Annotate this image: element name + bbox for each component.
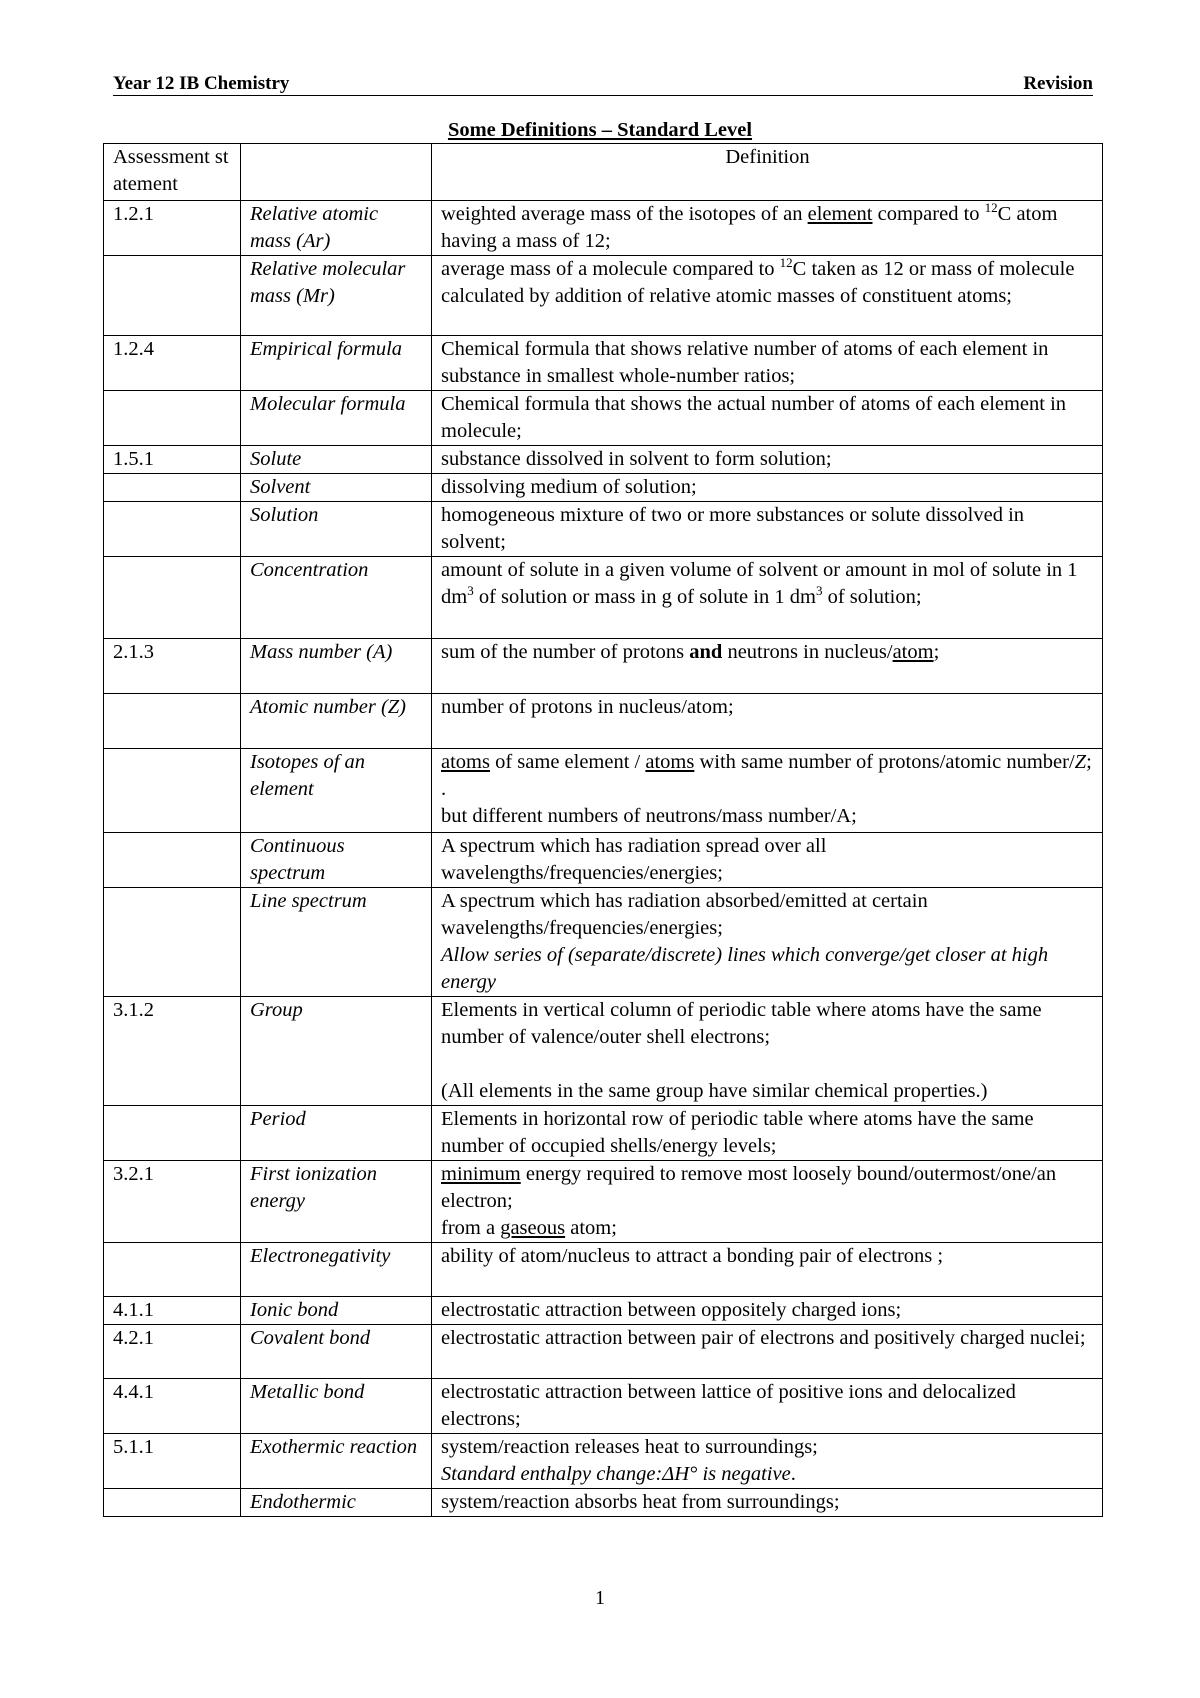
row-term: Ionic bond xyxy=(241,1297,432,1325)
table-row xyxy=(104,1243,1103,1297)
row-statement xyxy=(104,749,241,833)
row-term: Metallic bond xyxy=(241,1379,432,1434)
row-statement xyxy=(104,502,241,557)
row-definition: Elements in horizontal row of periodic table where atoms have the same number of occupied shells/energy levels; xyxy=(432,1106,1103,1161)
row-definition: minimum energy required to remove most loosely bound/outermost/one/an electron; from a gaseous atom; xyxy=(432,1161,1103,1243)
row-definition: homogeneous mixture of two or more substances or solute dissolved in solvent; xyxy=(432,502,1103,557)
row-term: Mass number (A) xyxy=(241,639,432,694)
row-term: Concentration xyxy=(241,557,432,639)
row-statement: 4.4.1 xyxy=(104,1379,241,1434)
row-definition: electrostatic attraction between pair of electrons and positively charged nuclei; xyxy=(432,1325,1103,1379)
row-term: Covalent bond xyxy=(241,1325,432,1379)
page-title: Some Definitions – Standard Level xyxy=(447,119,753,141)
row-definition: electrostatic attraction between lattice of positive ions and delocalized electrons; xyxy=(432,1379,1103,1434)
row-definition: A spectrum which has radiation spread over all wavelengths/frequencies/energies; xyxy=(432,833,1103,888)
row-statement: 2.1.3 xyxy=(104,639,241,694)
row-definition: average mass of a molecule compared to $^{12}$C taken as 12 or mass of molecule calculated by addition of relative atomic masses of constituent atoms; xyxy=(432,256,1103,336)
header-course: Year 12 IB Chemistry xyxy=(113,73,290,94)
table-row xyxy=(104,1161,1103,1243)
row-statement: 5.1.1 xyxy=(104,1434,241,1489)
row-definition: amount of solute in a given volume of solvent or amount in mol of solute in 1 $dm^3$ of solution or mass in g of solute in 1 $dm^3$ of solution; xyxy=(432,557,1103,639)
row-statement: 1.2.4 xyxy=(104,336,241,391)
row-term: Group xyxy=(241,997,432,1106)
table-header-row xyxy=(104,144,1103,201)
table-row xyxy=(104,256,1103,336)
page-header xyxy=(113,73,1093,96)
row-term: Isotopes of an element xyxy=(241,749,432,833)
row-definition: A spectrum which has radiation absorbed/emitted at certain wavelengths/frequencies/energies; Allow series of (separate/discrete) lines which converge/get closer at high energy xyxy=(432,888,1103,997)
row-statement: 1.5.1 xyxy=(104,446,241,474)
table-row xyxy=(104,201,1103,256)
row-term: Solution xyxy=(241,502,432,557)
row-definition: number of protons in nucleus/atom; xyxy=(432,694,1103,749)
table-row xyxy=(104,997,1103,1106)
row-statement: 3.2.1 xyxy=(104,1161,241,1243)
table-row xyxy=(104,1489,1103,1517)
header-term xyxy=(241,144,432,201)
row-definition: electrostatic attraction between oppositely charged ions; xyxy=(432,1297,1103,1325)
page-number: 1 xyxy=(595,1587,605,1609)
table-row xyxy=(104,557,1103,639)
row-term: Relative atomic mass (Ar) xyxy=(241,201,432,256)
definitions-table xyxy=(103,143,1103,1517)
row-definition: Elements in vertical column of periodic table where atoms have the same number of valence/outer shell electrons; (All elements in the same group have similar chemical properties.) xyxy=(432,997,1103,1106)
row-term: Line spectrum xyxy=(241,888,432,997)
row-statement: 4.1.1 xyxy=(104,1297,241,1325)
row-definition: substance dissolved in solvent to form solution; xyxy=(432,446,1103,474)
row-definition: weighted average mass of the isotopes of an element compared to $^{12}$C atom having a mass of 12; xyxy=(432,201,1103,256)
table-row xyxy=(104,1379,1103,1434)
row-definition: system/reaction releases heat to surroundings; Standard enthalpy change:ΔH° is negative. xyxy=(432,1434,1103,1489)
row-term: Solvent xyxy=(241,474,432,502)
row-term: Electronegativity xyxy=(241,1243,432,1297)
row-statement xyxy=(104,557,241,639)
row-definition: atoms of same element / atoms with same number of protons/atomic number/Z; . but different numbers of neutrons/mass number/A; xyxy=(432,749,1103,833)
table-row xyxy=(104,639,1103,694)
table-row xyxy=(104,888,1103,997)
header-definition: Definition xyxy=(432,144,1103,201)
table-row xyxy=(104,1434,1103,1489)
table-row xyxy=(104,833,1103,888)
row-definition: ability of atom/nucleus to attract a bonding pair of electrons ; xyxy=(432,1243,1103,1297)
row-term: Molecular formula xyxy=(241,391,432,446)
row-statement: 3.1.2 xyxy=(104,997,241,1106)
row-definition: sum of the number of protons and neutrons in nucleus/atom; xyxy=(432,639,1103,694)
row-statement xyxy=(104,833,241,888)
row-term: Empirical formula xyxy=(241,336,432,391)
row-statement xyxy=(104,694,241,749)
row-term: Solute xyxy=(241,446,432,474)
row-definition: dissolving medium of solution; xyxy=(432,474,1103,502)
table-row xyxy=(104,391,1103,446)
table-row xyxy=(104,694,1103,749)
header-assessment: Assessment statement xyxy=(104,144,241,201)
table-row xyxy=(104,1106,1103,1161)
row-statement xyxy=(104,391,241,446)
table-row xyxy=(104,1325,1103,1379)
row-definition: Chemical formula that shows the actual number of atoms of each element in molecule; xyxy=(432,391,1103,446)
row-term: Endothermic xyxy=(241,1489,432,1517)
row-statement xyxy=(104,1106,241,1161)
row-statement xyxy=(104,888,241,997)
row-definition: system/reaction absorbs heat from surroundings; xyxy=(432,1489,1103,1517)
header-revision: Revision xyxy=(1023,73,1093,94)
row-definition: Chemical formula that shows relative number of atoms of each element in substance in smallest whole-number ratios; xyxy=(432,336,1103,391)
row-term: Period xyxy=(241,1106,432,1161)
table-row xyxy=(104,446,1103,474)
row-term: Atomic number (Z) xyxy=(241,694,432,749)
table-row xyxy=(104,336,1103,391)
row-statement xyxy=(104,1489,241,1517)
row-statement xyxy=(104,1243,241,1297)
row-statement: 1.2.1 xyxy=(104,201,241,256)
row-statement xyxy=(104,256,241,336)
table-row xyxy=(104,749,1103,833)
table-row xyxy=(104,502,1103,557)
row-term: First ionization energy xyxy=(241,1161,432,1243)
row-term: Relative molecular mass (Mr) xyxy=(241,256,432,336)
table-row xyxy=(104,1297,1103,1325)
row-statement: 4.2.1 xyxy=(104,1325,241,1379)
table-row xyxy=(104,474,1103,502)
row-term: Exothermic reaction xyxy=(241,1434,432,1489)
row-term: Continuous spectrum xyxy=(241,833,432,888)
row-statement xyxy=(104,474,241,502)
